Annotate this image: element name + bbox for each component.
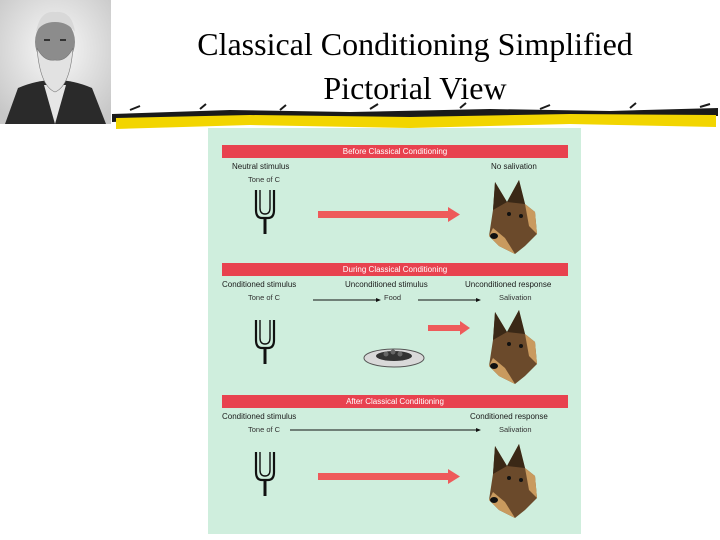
- tuning-fork-icon: [256, 190, 274, 234]
- after-red-arrow: [318, 469, 460, 484]
- before-left-sub: Tone of C: [248, 175, 281, 184]
- portrait-photo: [0, 0, 111, 124]
- during-mid-label: Unconditioned stimulus: [345, 280, 428, 289]
- food-bowl-icon: [364, 349, 424, 367]
- before-arrow: [318, 207, 460, 222]
- dog-head-icon: [489, 180, 537, 254]
- title-line-1: Classical Conditioning Simplified: [197, 26, 633, 62]
- after-right-label: Conditioned response: [470, 412, 548, 421]
- after-left-label: Conditioned stimulus: [222, 412, 297, 421]
- during-mid-sub: Food: [384, 293, 402, 302]
- slide-title: [120, 22, 710, 110]
- during-left-sub: Tone of C: [248, 293, 281, 302]
- dog-head-icon: [489, 444, 537, 518]
- after-left-sub: Tone of C: [248, 425, 281, 434]
- banner-during: During Classical Conditioning: [222, 263, 568, 276]
- during-right-sub: Salivation: [499, 293, 532, 302]
- figure-drawings: [208, 128, 581, 534]
- dog-head-icon: [489, 310, 537, 384]
- after-right-sub: Salivation: [499, 425, 532, 434]
- tuning-fork-icon: [256, 452, 274, 496]
- banner-before: Before Classical Conditioning: [222, 145, 568, 158]
- tuning-fork-icon: [256, 320, 274, 364]
- during-red-arrow: [428, 321, 470, 335]
- before-left-label: Neutral stimulus: [232, 162, 290, 171]
- banner-after: After Classical Conditioning: [222, 395, 568, 408]
- during-left-label: Conditioned stimulus: [222, 280, 297, 289]
- during-right-label: Unconditioned response: [465, 280, 552, 289]
- before-right-label: No salivation: [491, 162, 537, 171]
- title-line-2: Pictorial View: [323, 70, 507, 106]
